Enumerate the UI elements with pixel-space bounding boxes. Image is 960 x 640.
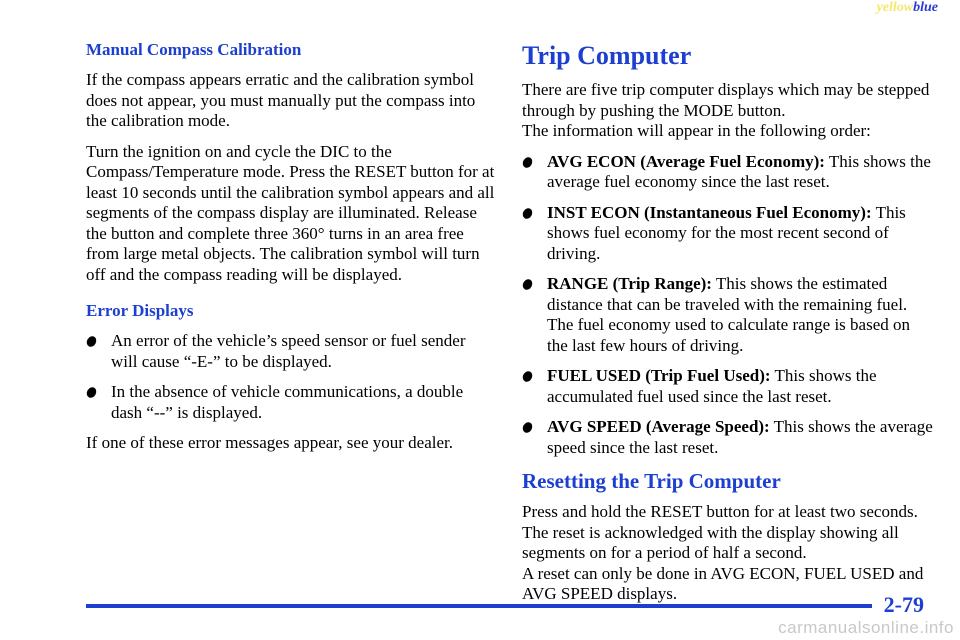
bullet-icon: [521, 278, 534, 292]
list-item: [522, 366, 934, 407]
calibration-paragraph-1: If the compass appears erratic and the calibration symbol does not appear, you must manually put the compass into the calibration mode.: [86, 70, 476, 130]
list-item: [522, 203, 934, 265]
footer-rule: [86, 604, 872, 608]
item-description: This shows the estimated distance that can be traveled with the remaining fuel. The fuel economy used to calculate range is based on the last few hours of driving.: [547, 274, 911, 355]
bullet-icon: [85, 335, 98, 349]
item-description: This shows the average fuel economy since the last reset.: [547, 151, 931, 191]
list-item: [522, 274, 934, 356]
watermark: carmanualsonline.info: [778, 618, 954, 637]
error-list: [86, 331, 496, 423]
list-item: [86, 331, 496, 372]
bullet-icon: [521, 421, 534, 435]
page-number: 2-79: [883, 592, 924, 617]
list-item: [522, 417, 934, 458]
error-closing-text: If one of these error messages appear, see your dealer.: [86, 433, 454, 452]
resetting-trip-computer-heading: Resetting the Trip Computer: [522, 469, 781, 493]
trip-display-list: [522, 152, 934, 459]
list-item: [522, 152, 934, 193]
reset-paragraph-1: Press and hold the RESET button for at least two seconds. The reset is acknowledged with the display showing all segments on for a period of half a second.: [522, 502, 918, 562]
item-description: This shows the accumulated fuel used since the last reset.: [547, 366, 877, 406]
list-item: [86, 382, 496, 423]
tag-yellow: yellow: [876, 0, 914, 15]
error-displays-heading: Error Displays: [86, 301, 194, 320]
item-term: RANGE (Trip Range):: [547, 274, 712, 293]
item-term: INST ECON (Instantaneous Fuel Economy):: [547, 202, 872, 222]
left-column: [86, 40, 496, 464]
item-description: This shows fuel economy for the most recent second of driving.: [547, 202, 906, 263]
item-term: AVG SPEED (Average Speed):: [547, 417, 770, 436]
reset-paragraph-2: A reset can only be done in AVG ECON, FUEL USED and AVG SPEED displays.: [522, 563, 924, 603]
manual-compass-calibration-heading: Manual Compass Calibration: [86, 40, 302, 59]
item-term: FUEL USED (Trip Fuel Used):: [547, 366, 771, 385]
bullet-icon: [521, 206, 534, 220]
bullet-icon: [521, 370, 534, 384]
trip-intro-1: There are five trip computer displays which may be stepped through by pushing the MODE button.: [522, 80, 930, 120]
calibration-paragraph-2: Turn the ignition on and cycle the DIC to the Compass/Temperature mode. Press the RESET button for at least 10 seconds until the calibration symbol appears and all segments of the compass display are illuminated. Release the button and complete three 360° turns in an area free from large metal objects. The calibration symbol will turn off and the compass reading will be displayed.: [86, 141, 495, 284]
bullet-icon: [85, 386, 98, 400]
item-description: This shows the average speed since the last reset.: [547, 417, 933, 457]
error-item-text: An error of the vehicle’s speed sensor or fuel sender will cause “-E-” to be displayed.: [111, 331, 466, 371]
page-color-tag: [877, 0, 938, 16]
error-item-text: In the absence of vehicle communications, a double dash “--” is displayed.: [111, 382, 464, 422]
trip-intro-2: The information will appear in the following order:: [522, 121, 871, 140]
trip-computer-heading: Trip Computer: [522, 41, 692, 70]
tag-blue: blue: [913, 0, 938, 15]
item-term: AVG ECON (Average Fuel Economy):: [547, 151, 825, 171]
bullet-icon: [521, 155, 534, 169]
right-column: [522, 40, 934, 615]
